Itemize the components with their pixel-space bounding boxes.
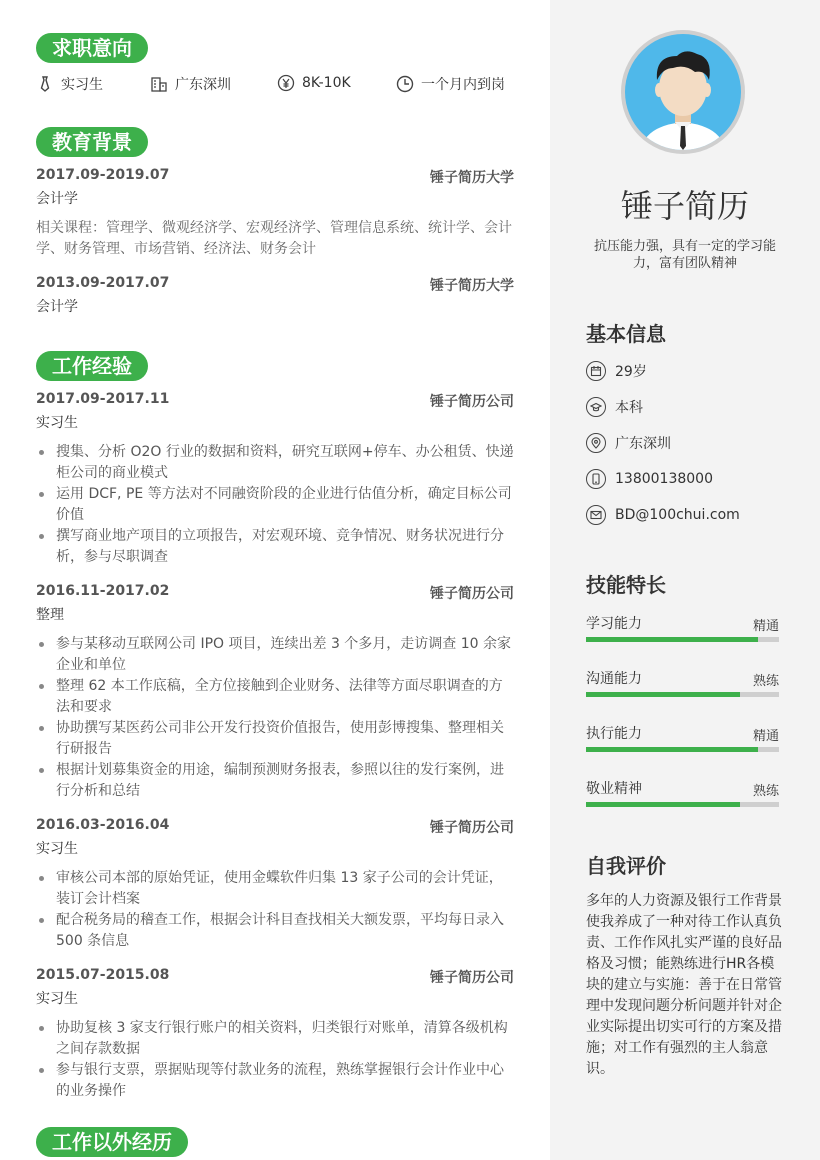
skill-name: 敬业精神	[586, 781, 642, 797]
section-title-skills: 技能特长	[586, 573, 666, 597]
avatar-illustration	[625, 34, 741, 150]
info-phone	[586, 468, 713, 490]
section-title-self-eval: 自我评价	[586, 854, 666, 878]
info-location-text: 广东深圳	[615, 436, 671, 452]
intent-salary-text: 8K-10K	[302, 75, 351, 91]
self-eval-text: 多年的人力资源及银行工作背景使我养成了一种对待工作认真负责、工作作风扎实严谨的良好品格及习惯；能熟练进行HR各模块的建立与实施：善于在日常管理中发现问题分析问题并针对企业实际提出切实可行的方案及措施；对工作有强烈的主人翁意识。	[586, 893, 782, 1077]
entry-role: 会计学	[36, 299, 78, 315]
section-title-other: 工作以外经历	[36, 1127, 188, 1157]
entry-date: 2016.11-2017.02	[36, 583, 170, 599]
list-item: 配合税务局的稽查工作，根据会计科目查找相关大额发票，平均每日录入 500 条信息	[36, 910, 514, 952]
section-title-basic: 基本信息	[586, 322, 666, 346]
skill-bar-fill	[586, 747, 758, 752]
intent-salary	[277, 74, 351, 92]
list-item: 整理 62 本工作底稿，全方位接触到企业财务、法律等方面尽职调查的方法和要求	[36, 676, 514, 718]
list-item: 协助复核 3 家支行银行账户的相关资料，归类银行对账单，清算各级机构之间存款数据	[36, 1018, 514, 1060]
skill-bar-fill	[586, 637, 758, 642]
list-item: 协助撰写某医药公司非公开发行投资价值报告，使用彭博搜集、整理相关行研报告	[36, 718, 514, 760]
avatar	[621, 30, 745, 154]
skill-item	[586, 778, 779, 818]
intent-arrival-text: 一个月内到岗	[421, 77, 505, 93]
info-age	[586, 360, 647, 382]
mail-icon	[586, 505, 606, 525]
candidate-name: 锤子简历	[620, 187, 749, 225]
skill-item	[586, 613, 779, 653]
section-title-intent: 求职意向	[36, 33, 148, 63]
entry-date: 2013.09-2017.07	[36, 275, 170, 291]
skill-item	[586, 723, 779, 763]
intent-city-text: 广东深圳	[175, 77, 231, 93]
list-item: 撰写商业地产项目的立项报告，对宏观环境、竞争情况、财务状况进行分析，参与尽职调查	[36, 526, 514, 568]
skill-bar-fill	[586, 802, 740, 807]
list-item: 参与某移动互联网公司 IPO 项目，连续出差 3 个多月，走访调查 10 余家企业和单位	[36, 634, 514, 676]
intent-row	[36, 74, 516, 98]
entry-detail: 相关课程：管理学、微观经济学、宏观经济学、管理信息系统、统计学、会计学、财务管理、市场营销、经济法、财务会计	[36, 220, 512, 257]
list-item: 审核公司本部的原始凭证，使用金蝶软件归集 13 家子公司的会计凭证，装订会计档案	[36, 868, 514, 910]
work-bullets	[36, 1018, 514, 1102]
clock-icon	[396, 75, 414, 93]
entry-org: 锤子简历公司	[430, 394, 514, 410]
building-icon	[150, 75, 168, 93]
work-bullets	[36, 442, 514, 568]
intent-city	[150, 74, 231, 94]
intent-arrival	[396, 74, 505, 94]
info-phone-text: 13800138000	[615, 471, 713, 487]
entry-org: 锤子简历公司	[430, 586, 514, 602]
entry-role: 实习生	[36, 841, 78, 857]
intent-position	[36, 74, 103, 94]
work-entry-head	[36, 967, 514, 987]
yen-icon	[277, 74, 295, 92]
entry-date: 2015.07-2015.08	[36, 967, 170, 983]
graduation-cap-icon	[586, 397, 606, 417]
entry-role: 会计学	[36, 191, 78, 207]
education-entry-head	[36, 167, 514, 187]
work-entry-head	[36, 817, 514, 837]
info-location	[586, 432, 671, 454]
skill-name: 沟通能力	[586, 671, 642, 687]
skill-level: 精通	[752, 729, 779, 744]
entry-date: 2017.09-2019.07	[36, 167, 170, 183]
entry-org: 锤子简历大学	[430, 278, 514, 294]
list-item: 参与银行支票，票据贴现等付款业务的流程，熟练掌握银行会计作业中心的业务操作	[36, 1060, 514, 1102]
skill-bar-track	[586, 637, 779, 642]
skill-level: 熟练	[752, 784, 779, 799]
skill-item	[586, 668, 779, 708]
work-entry-head	[36, 583, 514, 603]
section-title-education: 教育背景	[36, 127, 148, 157]
work-entry-head	[36, 391, 514, 411]
skill-name: 学习能力	[586, 616, 642, 632]
skill-bar-track	[586, 802, 779, 807]
list-item: 运用 DCF, PE 等方法对不同融资阶段的企业进行估值分析，确定目标公司价值	[36, 484, 514, 526]
info-email-text: BD@100chui.com	[615, 507, 740, 523]
location-pin-icon	[586, 433, 606, 453]
education-entry-head	[36, 275, 514, 295]
work-bullets	[36, 634, 514, 802]
info-degree-text: 本科	[615, 400, 643, 416]
phone-icon	[586, 469, 606, 489]
entry-date: 2016.03-2016.04	[36, 817, 170, 833]
skill-level: 精通	[752, 619, 779, 634]
info-email	[586, 504, 740, 526]
info-age-text: 29岁	[615, 364, 647, 380]
entry-role: 实习生	[36, 415, 78, 431]
sidebar	[550, 0, 820, 1160]
intent-position-text: 实习生	[61, 77, 103, 93]
skill-name: 执行能力	[586, 726, 642, 742]
entry-date: 2017.09-2017.11	[36, 391, 170, 407]
info-degree	[586, 396, 643, 418]
skill-bar-track	[586, 747, 779, 752]
skill-bar-fill	[586, 692, 740, 697]
entry-org: 锤子简历大学	[430, 170, 514, 186]
motto: 抗压能力强，具有一定的学习能力，富有团队精神	[593, 239, 776, 271]
calendar-icon	[586, 361, 606, 381]
entry-role: 整理	[36, 607, 64, 623]
skill-level: 熟练	[752, 674, 779, 689]
list-item: 根据计划募集资金的用途，编制预测财务报表，参照以往的发行案例，进行分析和总结	[36, 760, 514, 802]
tie-icon	[36, 75, 54, 93]
work-bullets	[36, 868, 514, 952]
entry-org: 锤子简历公司	[430, 970, 514, 986]
entry-role: 实习生	[36, 991, 78, 1007]
skill-bar-track	[586, 692, 779, 697]
entry-org: 锤子简历公司	[430, 820, 514, 836]
list-item: 搜集、分析 O2O 行业的数据和资料，研究互联网+停车、办公租赁、快递柜公司的商业模式	[36, 442, 514, 484]
section-title-work: 工作经验	[36, 351, 148, 381]
